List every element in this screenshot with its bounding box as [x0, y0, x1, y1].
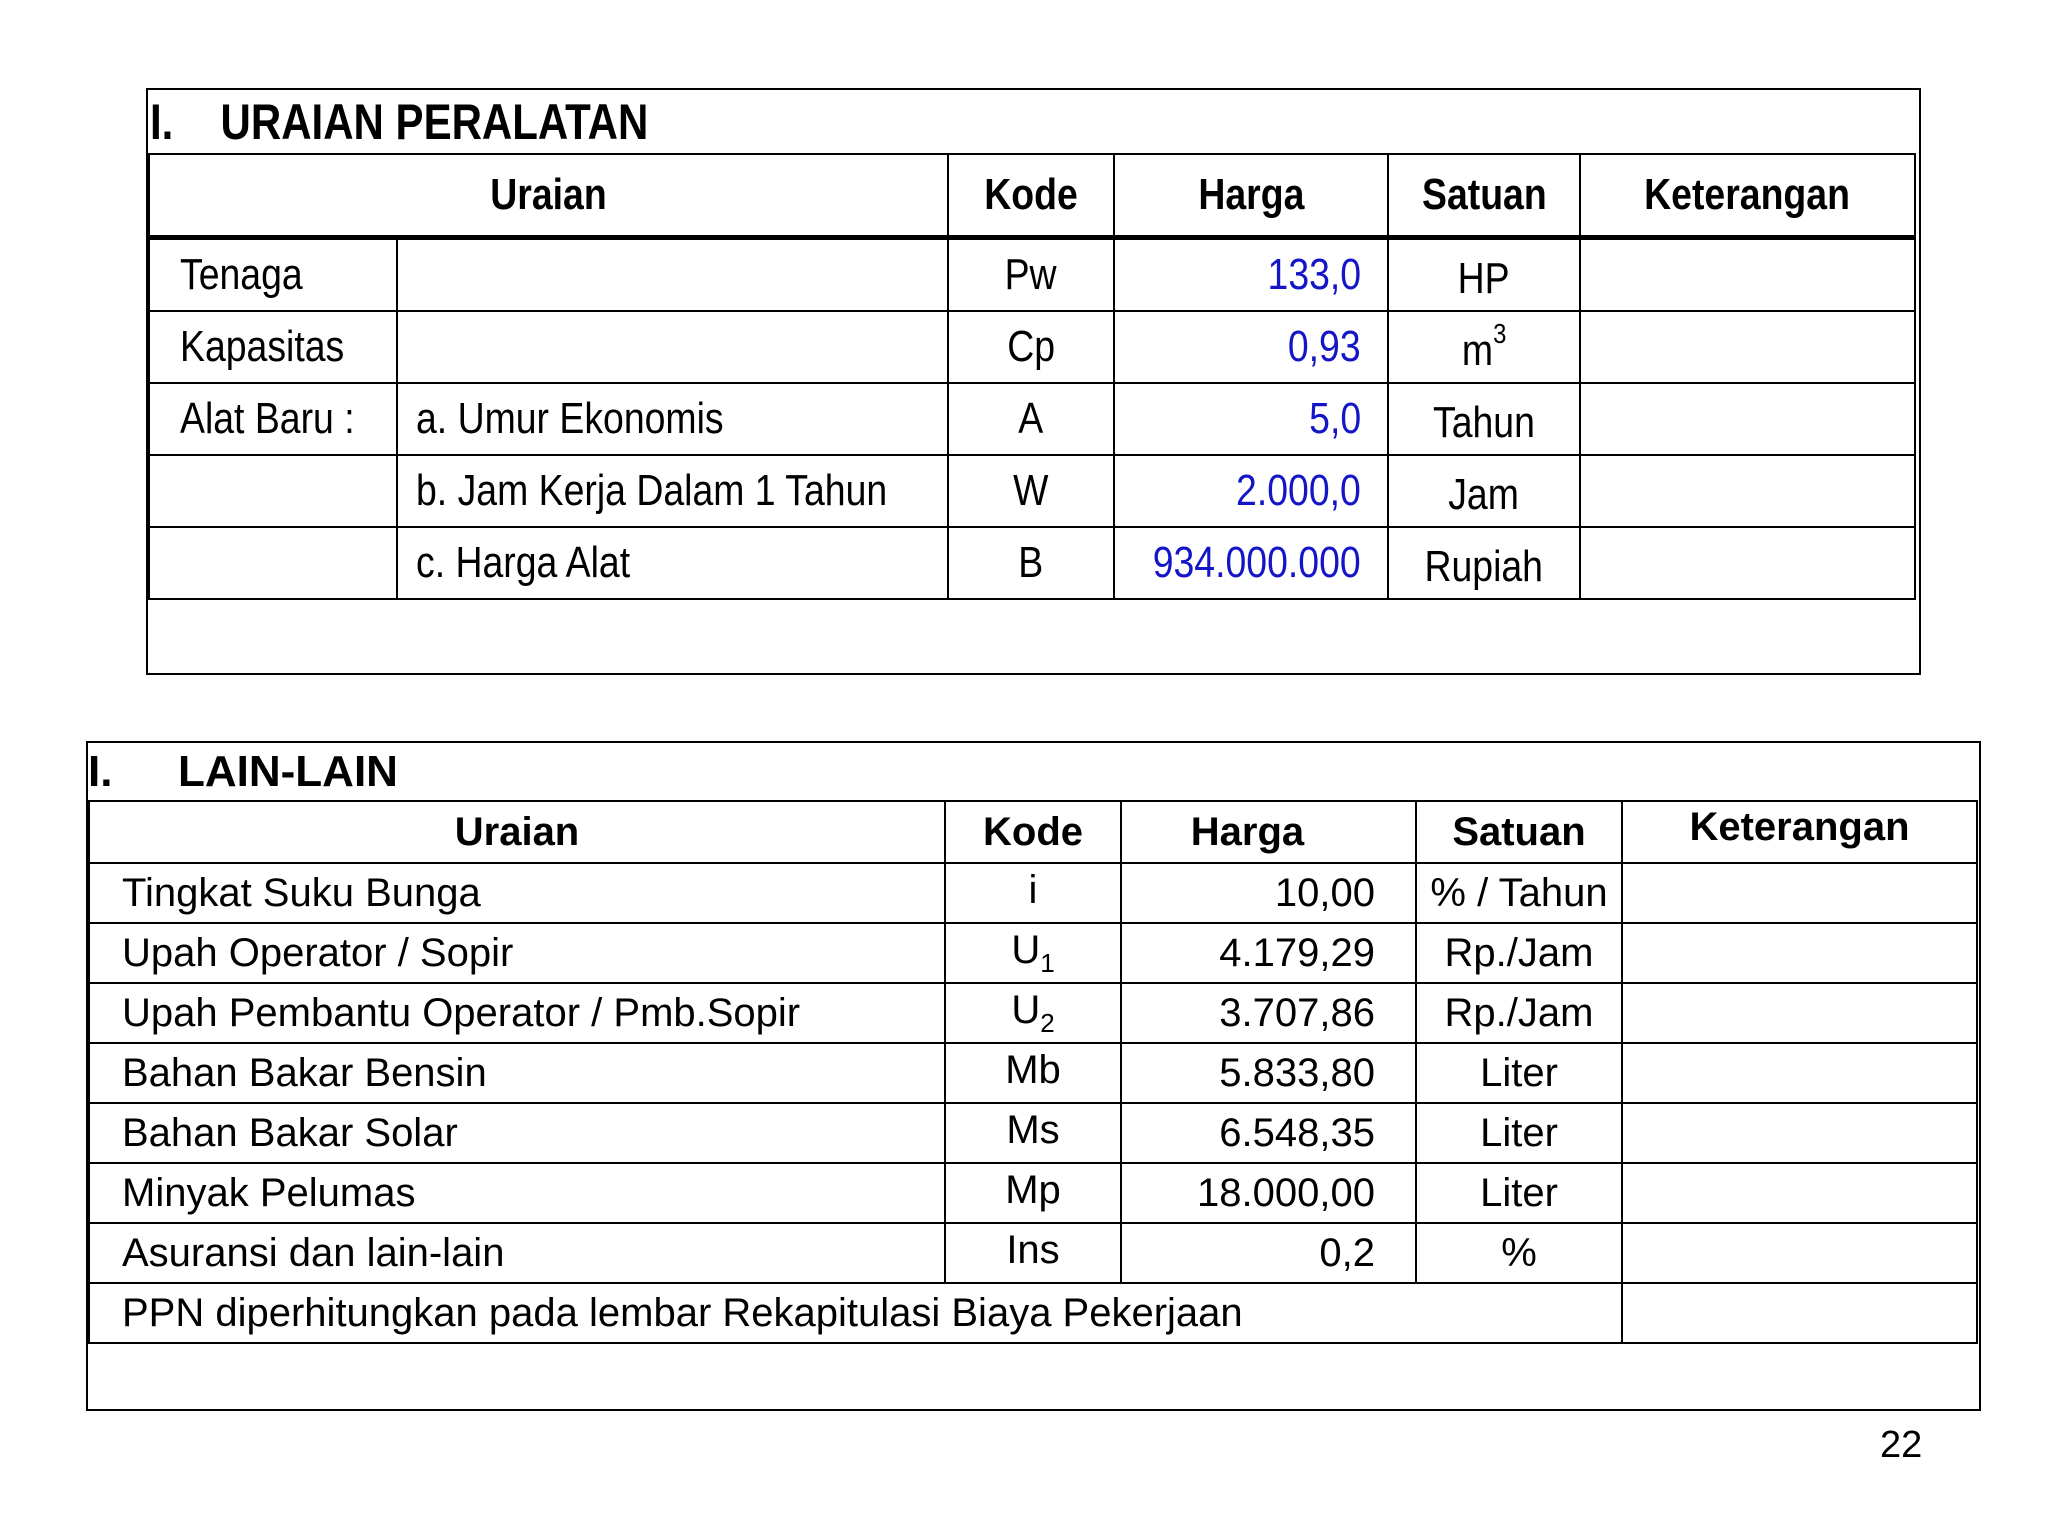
- row-satuan: %: [1416, 1223, 1622, 1283]
- row-label: Tenaga: [149, 238, 397, 312]
- row-keterangan: [1580, 527, 1915, 599]
- row-keterangan: [1580, 311, 1915, 383]
- row-kode: $U_1$: [945, 923, 1121, 983]
- row-uraian: Minyak Pelumas: [89, 1163, 945, 1223]
- equipment-section-title: [150, 90, 648, 154]
- row-satuan: Rp./Jam: [1416, 923, 1622, 983]
- row-label: Alat Baru :: [149, 383, 397, 455]
- row-harga: 133,0: [1114, 238, 1388, 312]
- row-harga: 3.707,86: [1121, 983, 1416, 1043]
- row-satuan: % / Tahun: [1416, 863, 1622, 923]
- equipment-section-number: I.: [150, 94, 174, 150]
- other-section-title-text: LAIN-LAIN: [178, 747, 398, 796]
- row-satuan: Tahun: [1388, 383, 1580, 455]
- header-harga: Harga: [1114, 154, 1388, 238]
- table-row: [89, 1103, 1977, 1163]
- row-satuan: Liter: [1416, 1103, 1622, 1163]
- header-uraian: Uraian: [149, 154, 948, 238]
- row-harga: 5,0: [1114, 383, 1388, 455]
- row-satuan: Rupiah: [1388, 527, 1580, 599]
- row-uraian: Bahan Bakar Bensin: [89, 1043, 945, 1103]
- row-kode: i: [945, 863, 1121, 923]
- row-keterangan: [1622, 863, 1977, 923]
- table-row-note: [89, 1283, 1977, 1343]
- row-uraian: Asuransi dan lain-lain: [89, 1223, 945, 1283]
- row-harga: 934.000.000: [1114, 527, 1388, 599]
- row-uraian: Upah Operator / Sopir: [89, 923, 945, 983]
- row-satuan: Jam: [1388, 455, 1580, 527]
- row-keterangan: [1622, 1283, 1977, 1343]
- ppn-note: PPN diperhitungkan pada lembar Rekapitulasi Biaya Pekerjaan: [89, 1283, 1622, 1343]
- header-keterangan: Keterangan: [1580, 154, 1915, 238]
- row-harga: 2.000,0: [1114, 455, 1388, 527]
- row-keterangan: [1580, 238, 1915, 312]
- row-uraian: Bahan Bakar Solar: [89, 1103, 945, 1163]
- table-row: [89, 1043, 1977, 1103]
- row-harga: 10,00: [1121, 863, 1416, 923]
- row-satuan: Liter: [1416, 1043, 1622, 1103]
- page-number: 22: [1880, 1424, 1923, 1466]
- table-row: [89, 983, 1977, 1043]
- row-harga: 4.179,29: [1121, 923, 1416, 983]
- row-kode: Ins: [945, 1223, 1121, 1283]
- table-row: [89, 1223, 1977, 1283]
- row-kode: Pw: [948, 238, 1114, 312]
- row-keterangan: [1622, 1043, 1977, 1103]
- row-harga: 6.548,35: [1121, 1103, 1416, 1163]
- equipment-table: [148, 153, 1916, 600]
- row-sublabel: a. Umur Ekonomis: [397, 383, 948, 455]
- table-row: [149, 527, 1915, 599]
- row-sublabel: c. Harga Alat: [397, 527, 948, 599]
- row-kode: B: [948, 527, 1114, 599]
- header-satuan: Satuan: [1388, 154, 1580, 238]
- row-keterangan: [1580, 383, 1915, 455]
- row-kode: Cp: [948, 311, 1114, 383]
- header-kode: Kode: [948, 154, 1114, 238]
- table-row: [89, 1163, 1977, 1223]
- table-row: [149, 383, 1915, 455]
- row-keterangan: [1622, 1163, 1977, 1223]
- row-harga: 5.833,80: [1121, 1043, 1416, 1103]
- row-kode: A: [948, 383, 1114, 455]
- row-harga: 0,2: [1121, 1223, 1416, 1283]
- header-kode: Kode: [945, 801, 1121, 863]
- row-harga: 18.000,00: [1121, 1163, 1416, 1223]
- row-keterangan: [1622, 923, 1977, 983]
- row-uraian: Upah Pembantu Operator / Pmb.Sopir: [89, 983, 945, 1043]
- row-satuan: $m^3$: [1388, 311, 1580, 383]
- row-kode: $U_2$: [945, 983, 1121, 1043]
- row-sublabel: [397, 311, 948, 383]
- row-uraian: Tingkat Suku Bunga: [89, 863, 945, 923]
- row-sublabel: b. Jam Kerja Dalam 1 Tahun: [397, 455, 948, 527]
- row-keterangan: [1622, 1103, 1977, 1163]
- table-row: [149, 238, 1915, 312]
- other-section-title: [88, 743, 398, 801]
- table-row: [89, 923, 1977, 983]
- row-keterangan: [1622, 983, 1977, 1043]
- row-satuan: Liter: [1416, 1163, 1622, 1223]
- header-satuan: Satuan: [1416, 801, 1622, 863]
- row-label: [149, 527, 397, 599]
- row-keterangan: [1580, 455, 1915, 527]
- other-table: [88, 800, 1978, 1344]
- row-satuan: HP: [1388, 238, 1580, 312]
- equipment-section-title-text: URAIAN PERALATAN: [220, 94, 649, 150]
- header-harga: Harga: [1121, 801, 1416, 863]
- header-keterangan: Keterangan: [1622, 801, 1977, 863]
- other-table-header-row: [89, 801, 1977, 863]
- other-section-number: I.: [88, 747, 113, 796]
- row-sublabel: [397, 238, 948, 312]
- row-label: [149, 455, 397, 527]
- table-row: [149, 311, 1915, 383]
- row-kode: Mb: [945, 1043, 1121, 1103]
- row-label: Kapasitas: [149, 311, 397, 383]
- table-row: [89, 863, 1977, 923]
- row-harga: 0,93: [1114, 311, 1388, 383]
- row-satuan: Rp./Jam: [1416, 983, 1622, 1043]
- header-uraian: Uraian: [89, 801, 945, 863]
- row-kode: Mp: [945, 1163, 1121, 1223]
- row-keterangan: [1622, 1223, 1977, 1283]
- table-row: [149, 455, 1915, 527]
- row-kode: Ms: [945, 1103, 1121, 1163]
- row-kode: W: [948, 455, 1114, 527]
- equipment-table-header-row: [149, 154, 1915, 238]
